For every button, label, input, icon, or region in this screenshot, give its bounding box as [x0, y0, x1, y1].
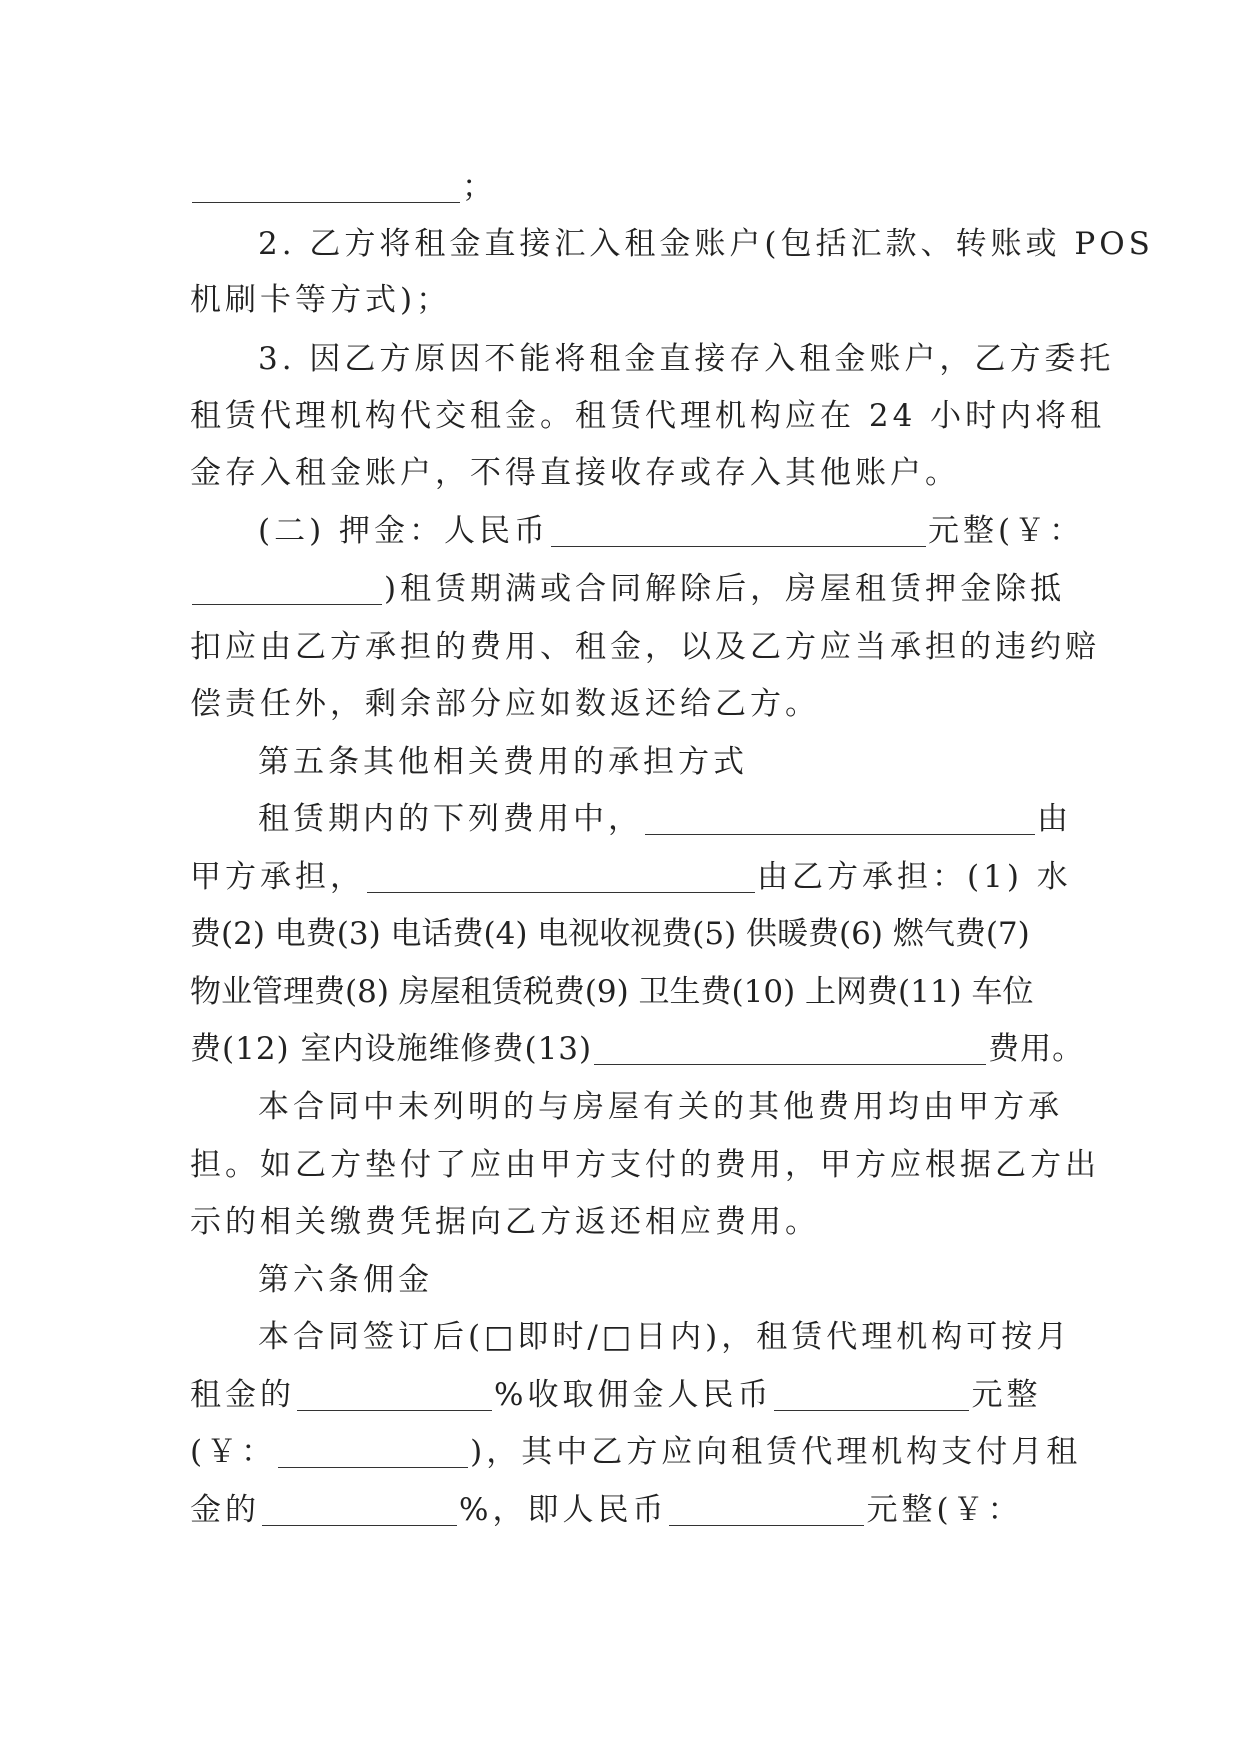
- line-text: 费(12) 室内设施维修费(13): [190, 1031, 593, 1067]
- line-text: 偿责任外，剩余部分应如数返还给乙方。: [190, 686, 820, 722]
- line-text: 第六条佣金: [258, 1262, 433, 1298]
- line-text: 元整(￥：: [866, 1492, 1023, 1528]
- blank-field[interactable]: [774, 1380, 969, 1411]
- line-text: 物业管理费(8) 房屋租赁税费(9) 卫生费(10) 上网费(11) 车位: [190, 974, 1034, 1010]
- blank-field[interactable]: [297, 1380, 492, 1411]
- line-text: )租赁期满或合同解除后，房屋租赁押金除抵: [384, 571, 1066, 607]
- blank-field[interactable]: [278, 1437, 468, 1468]
- line-text: 第五条其他相关费用的承担方式: [258, 744, 748, 780]
- blank-field[interactable]: [262, 1495, 457, 1526]
- text-line: [190, 222, 1154, 266]
- text-line: [190, 278, 1060, 322]
- section-heading: [190, 1258, 1060, 1302]
- line-text: ；: [462, 169, 497, 205]
- line-text: 本合同中未列明的与房屋有关的其他费用均由甲方承: [258, 1089, 1063, 1125]
- line-text: 扣应由乙方承担的费用、租金，以及乙方应当承担的违约赔: [190, 629, 1100, 665]
- blank-field[interactable]: [192, 574, 382, 605]
- line-text: 本合同签订后(□即时/□日内)，租赁代理机构可按月: [258, 1319, 1072, 1355]
- blank-field[interactable]: [669, 1495, 864, 1526]
- line-text: 由乙方承担：(1) 水: [757, 859, 1072, 895]
- line-text: 元整: [971, 1377, 1042, 1413]
- text-line: [190, 912, 1060, 956]
- blank-field[interactable]: [594, 1034, 986, 1065]
- text-line: [190, 970, 1060, 1014]
- text-line: [190, 855, 1072, 899]
- text-line: [190, 451, 1060, 495]
- text-line: [190, 1027, 1085, 1071]
- text-line: [190, 1488, 1060, 1532]
- line-text: 租赁期内的下列费用中，: [258, 801, 643, 837]
- line-text: 3. 因乙方原因不能将租金直接存入租金账户，乙方委托: [258, 341, 1115, 377]
- text-line: [190, 1430, 1082, 1474]
- text-line: [190, 337, 1115, 381]
- line-text: 机刷卡等方式)；: [190, 282, 452, 318]
- text-line: [190, 509, 1085, 553]
- text-line: [190, 682, 1060, 726]
- line-text: 租金的: [190, 1377, 295, 1413]
- text-line: [190, 1085, 1063, 1129]
- line-text: 费用。: [988, 1031, 1085, 1067]
- line-text: 甲方承担，: [190, 859, 365, 895]
- line-text: %收取佣金人民币: [494, 1377, 773, 1413]
- blank-field[interactable]: [645, 804, 1035, 835]
- line-text: 担。如乙方垫付了应由甲方支付的费用，甲方应根据乙方出: [190, 1147, 1100, 1183]
- text-line: [190, 1373, 1060, 1417]
- text-line: [190, 165, 1060, 209]
- text-line: [190, 1315, 1072, 1359]
- text-line: [190, 1143, 1100, 1187]
- line-text: (二) 押金：人民币: [258, 513, 550, 549]
- text-line: [190, 567, 1066, 611]
- section-heading: [190, 740, 1060, 784]
- blank-field[interactable]: [192, 172, 460, 203]
- text-line: [190, 625, 1100, 669]
- line-text: 费(2) 电费(3) 电话费(4) 电视收视费(5) 供暖费(6) 燃气费(7): [190, 916, 1030, 952]
- text-line: [190, 394, 1106, 438]
- line-text: 2. 乙方将租金直接汇入租金账户(包括汇款、转账或 POS: [258, 226, 1154, 262]
- text-line: [190, 1200, 1060, 1244]
- line-text: %，即人民币: [459, 1492, 668, 1528]
- line-text: 示的相关缴费凭据向乙方返还相应费用。: [190, 1204, 820, 1240]
- line-text: (￥：: [190, 1434, 277, 1470]
- line-text: 元整(￥：: [928, 513, 1085, 549]
- blank-field[interactable]: [367, 862, 755, 893]
- line-text: 租赁代理机构代交租金。租赁代理机构应在 24 小时内将租: [190, 398, 1106, 434]
- line-text: 由: [1037, 801, 1072, 837]
- line-text: 金存入租金账户，不得直接收存或存入其他账户。: [190, 455, 960, 491]
- text-line: [190, 797, 1072, 841]
- line-text: 金的: [190, 1492, 260, 1528]
- line-text: )，其中乙方应向租赁代理机构支付月租: [470, 1434, 1082, 1470]
- blank-field[interactable]: [551, 516, 926, 547]
